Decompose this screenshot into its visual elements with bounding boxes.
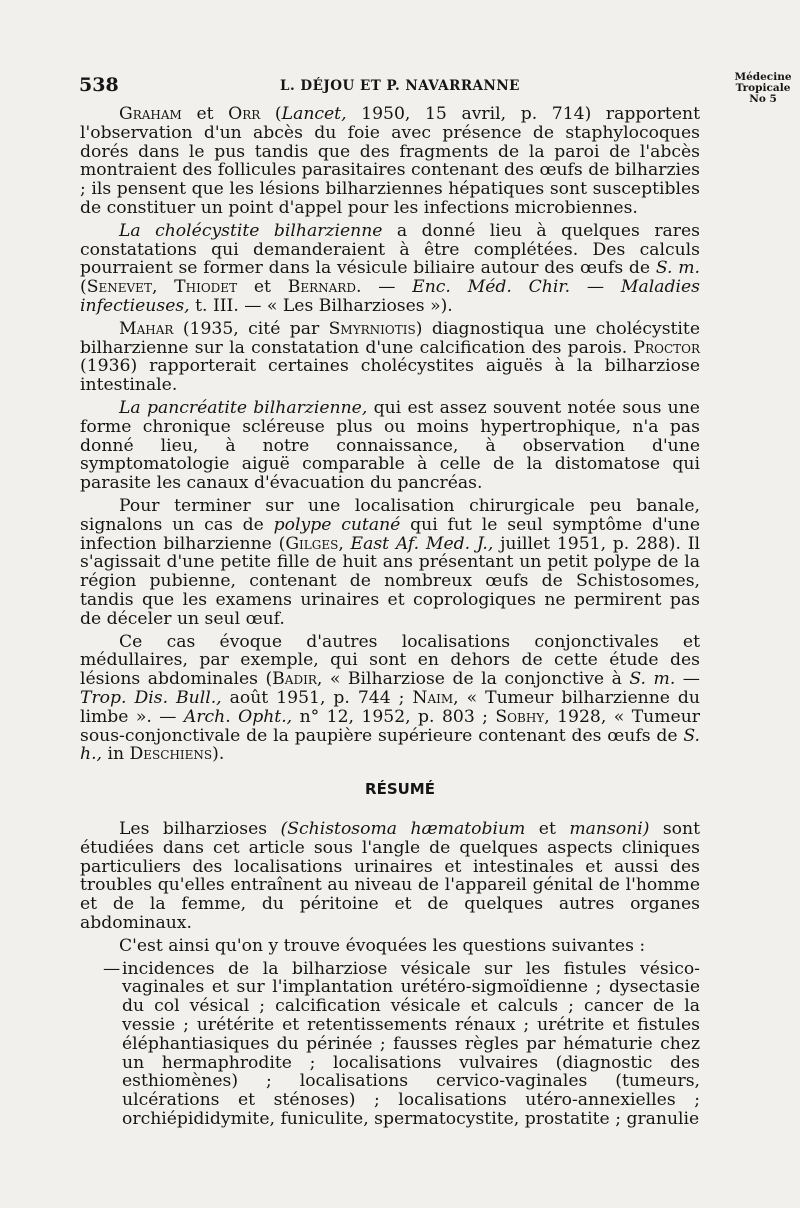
emphasis: polype cutané [273,514,401,535]
section-heading-inline: La pancréatite bilharzienne, [119,397,368,418]
text-run: et [237,277,288,298]
text-run: . — [355,277,413,298]
text-run: « Tumeur bilharzienne du limbe ». — [80,687,701,727]
journal-title: Maladies infectieuses, [80,277,700,316]
paragraph-polype-cutane [80,497,700,629]
text-run [344,534,351,554]
text-run: (1936) rapporterait certaines cholécystites aiguës à la bilharziose intestinale. [80,356,700,396]
text-run: juillet 1951, p. 288). Il s'agissait d'une petite fille de huit ans présentant un petit polype de la région pubienne, contenant de nombreux œufs de Schistosomes, tandis que les examens urinaires et coprologiques ne permirent pas de déceler un seul œuf. [80,533,701,629]
dash-bullet: — [103,958,121,979]
text-run: (1935, cité par [173,318,329,339]
list-item-text: incidences de la bilharziose vésicale sur les fistules vésico-vaginales et sur l'implantation urétéro-sigmoïdienne ; dysectasie du col vésical ; calcification vésicale et calculs ; cancer de la vessie ; urétérite et retentissements rénaux ; urétrite et fistules éléphantiasiques du périnée ; fausses règles par hématurie chez un hermaphrodite ; localisations vulvaires (diagnostic des esthiomènes) ; localisations cervico-vaginales (tumeurs, ulcérations et sténoses) ; localisations utéro-annexielles ; orchiépididymite, funiculite, spermatocystite, prostatite ; granulie [122,958,700,1129]
journal-tag [726,72,800,105]
running-head: L. DÉJOU ET P. NAVARRANNE [280,78,520,94]
journal-tag-line-1: Médecine [734,71,792,83]
resume-intro-line: C'est ainsi qu'on y trouve évoquées les questions suivantes : [119,935,646,956]
section-heading-inline: La cholécystite bilharzienne [119,220,383,241]
author-name: Deschiens [129,744,213,765]
journal-title: Lancet, [281,104,347,124]
author-name: Graham [119,104,182,124]
text-run: ( [80,277,87,298]
text-run: t. III. — « Les Bilharzioses »). [189,295,453,316]
text-run: qui est assez souvent notée sous une forme chronique scléreuse plus ou moins hypertrophique, n'a pas donné lieu, à notre connaissance, à observation d'une symptomatologie aiguë comparable à celle de la distomatose qui parasite les canaux d'évacuation du pancréas. [80,397,700,494]
text-run: — [570,277,621,298]
text-run: Ce cas évoque d'autres localisations conjonctivales et médullaires, par exemple, qui sont en dehors de cette étude des lésions abdominales ( [80,631,700,690]
paragraph-cholecystite [80,222,700,316]
species-abbrev: S. m. [655,258,700,279]
text-run: et [181,104,229,124]
species-abbrev: S. h., [80,725,700,765]
species-name: mansoni) [569,819,650,839]
text-run: a donné lieu à quelques rares constatations qui demanderaient à être complétées. Des calculs pourraient se former dans la vésicule biliaire autour des œufs de [80,220,700,279]
text-run: ) diagnostiqua une cholécystite bilharzienne sur la constatation d'une calcification des parois. [80,318,700,358]
resume-body [80,820,700,1129]
page-number: 538 [79,74,119,96]
author-name: Smyrniotis [328,318,416,339]
text-run: Les bilharzioses [119,819,281,839]
text-run: — [675,669,700,690]
author-name: Naim, [412,687,459,708]
journal-title: Trop. Dis. Bull., [80,687,222,708]
text-run: sont étudiées dans cet article sous l'angle de quelques aspects cliniques particuliers des localisations urinaires et intestinales et aussi des troubles qu'elles entraînent au niveau de l'appareil génital de l'homme et de la femme, du péritoine et de quelques autres organes abdominaux. [80,819,700,933]
author-name: Sobhy, [495,706,550,727]
species-name: (Schistosoma hæmatobium [280,819,526,839]
text-run: ( [260,104,282,124]
list-item [80,960,700,1129]
species-abbrev: S. m. [629,669,676,690]
author-name: Senevet, Thiodet [86,277,238,298]
paragraph-mahar [80,320,700,395]
paragraph-pancreatite [80,399,700,493]
text-run: Pour terminer sur une localisation chirurgicale peu banale, signalons un cas de [80,495,700,535]
article-body [80,105,700,768]
journal-title: Enc. Méd. Chir. [412,277,571,298]
resume-title: RÉSUMÉ [365,780,435,798]
text-run: et [525,819,570,839]
journal-tag-line-2: Tropicale [735,82,791,94]
text-run: in [102,744,130,765]
text-run: 1950, 15 avril, p. 714) rapportent l'observation d'un abcès du foie avec présence de staphylocoques dorés dans le pus tandis que des fragments de la paroi de l'abcès montraient des follicules parasitaires contenant des œufs de bilharzies ; ils pensent que les lésions bilharziennes hépatiques sont susceptibles de constituer un point d'appel pour les infections microbiennes. [80,104,700,218]
text-run: août 1951, p. 744 ; [221,687,413,708]
author-name: Bernard [287,277,356,298]
text-run: ). [212,744,225,765]
journal-tag-line-3: No 5 [749,93,777,105]
text-run: qui fut le seul symptôme d'une infection bilharzienne ( [80,514,700,554]
text-run: 1928, « Tumeur sous-conjonctivale de la paupière supérieure contenant des œufs de [80,706,700,746]
text-run: « Bilharziose de la conjonctive à [322,669,630,690]
paragraph-abces-du-foie [80,105,700,218]
journal-title: Arch. Opht., [183,706,293,727]
author-name: Gilges, [285,533,344,554]
author-name: Badir, [272,669,323,690]
author-name: Orr [228,104,261,124]
journal-title: East Af. Med. J., [350,533,494,554]
text-run: n° 12, 1952, p. 803 ; [292,706,496,727]
paragraph-localisations-conjonctivales [80,633,700,765]
resume-paragraph [80,820,700,933]
author-name: Proctor [633,337,700,358]
author-name: Mahar [119,318,174,339]
